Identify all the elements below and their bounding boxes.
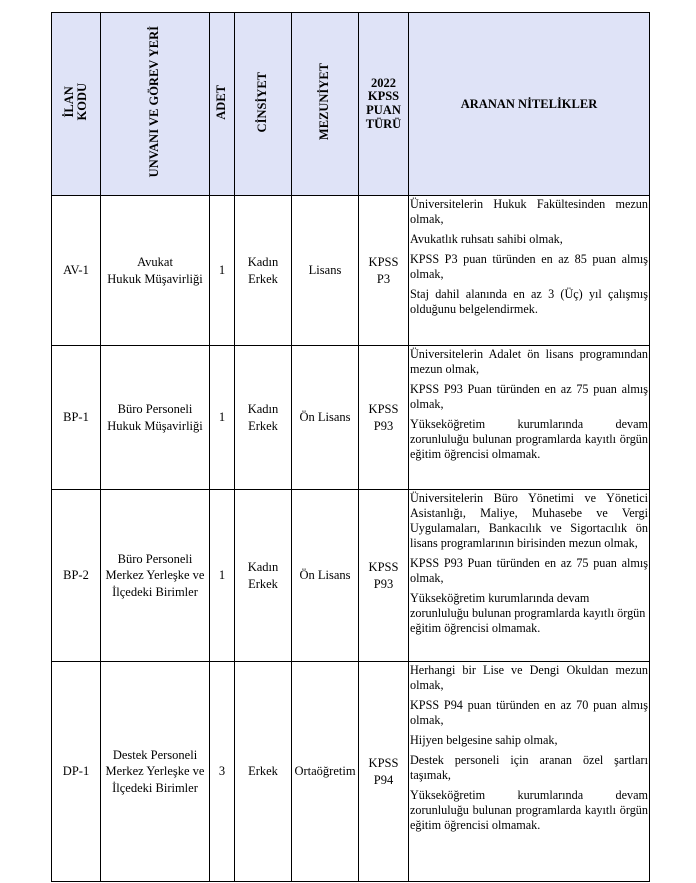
row-unvan-title: Avukat	[137, 255, 173, 270]
header-mezuniyet-label: MEZUNİYET	[317, 63, 332, 141]
row-puan-1: KPSS	[368, 402, 399, 417]
row-kod: AV-1	[52, 196, 101, 346]
row-puan	[359, 346, 409, 490]
requirement: Avukatlık ruhsatı sahibi olmak,	[410, 232, 563, 246]
row-cinsiyet-2: Erkek	[248, 271, 278, 286]
row-unvan-place: Merkez Yerleşke ve İlçedeki Birimler	[105, 568, 205, 599]
row-mezuniyet: Ön Lisans	[292, 346, 359, 490]
header-ilan-kodu	[52, 13, 101, 196]
row-mezuniyet: Ortaöğretim	[292, 662, 359, 882]
row-unvan-place: Hukuk Müşavirliği	[107, 418, 203, 433]
row-puan-1: KPSS	[368, 560, 399, 575]
row-cinsiyet-2: Erkek	[248, 576, 278, 591]
row-puan-1: KPSS	[368, 255, 399, 270]
row-puan-1: KPSS	[368, 756, 399, 771]
requirement: KPSS P93 Puan türünden en az 75 puan almış olmak,	[410, 382, 648, 411]
row-cinsiyet	[235, 662, 292, 882]
header-unvan-label: UNVANI VE GÖREV YERİ	[147, 26, 162, 178]
row-puan	[359, 662, 409, 882]
row-unvan	[101, 346, 210, 490]
row-cinsiyet-2: Erkek	[248, 418, 278, 433]
requirement: Destek personeli için aranan özel şartları taşımak,	[410, 753, 648, 782]
row-kod: DP-1	[52, 662, 101, 882]
requirement: Üniversitelerin Adalet ön lisans programından mezun olmak,	[410, 347, 648, 376]
requirement: Yükseköğretim kurumlarında devam zorunluluğu bulunan programlarda kayıtlı örgün eğitim öğrencisi olmamak.	[410, 591, 646, 635]
row-unvan-place: Hukuk Müşavirliği	[107, 271, 203, 286]
row-adet: 1	[210, 346, 235, 490]
row-mezuniyet: Ön Lisans	[292, 490, 359, 662]
header-row	[52, 13, 650, 196]
header-cinsiyet-label: CİNSİYET	[255, 71, 270, 133]
row-kod: BP-1	[52, 346, 101, 490]
requirement: KPSS P3 puan türünden en az 85 puan almış olmak,	[410, 252, 648, 281]
requirement: KPSS P94 puan türünden en az 70 puan almış olmak,	[410, 698, 648, 727]
row-puan-2: P94	[373, 772, 394, 787]
requirement: KPSS P93 Puan türünden en az 75 puan almış olmak,	[410, 556, 648, 585]
row-unvan-title: Büro Personeli	[117, 552, 193, 567]
row-unvan-title: Büro Personeli	[117, 402, 193, 417]
row-nitelikler	[409, 346, 650, 490]
row-cinsiyet	[235, 196, 292, 346]
header-adet-label: ADET	[214, 84, 229, 120]
requirement: Üniversitelerin Büro Yönetimi ve Yönetici Asistanlığı, Maliye, Muhasebe ve Vergi Uygulamaları, Bankacılık ve Sigortacılık ön lisans programlarının birisinden mezun olmak,	[410, 491, 648, 550]
row-cinsiyet-1: Erkek	[248, 764, 278, 779]
row-mezuniyet: Lisans	[292, 196, 359, 346]
header-unvan	[101, 13, 210, 196]
row-adet: 1	[210, 196, 235, 346]
row-nitelikler	[409, 662, 650, 882]
header-puan-line3: PUAN	[366, 103, 401, 117]
row-cinsiyet-1: Kadın	[247, 560, 279, 575]
job-listing-table	[51, 12, 650, 882]
table-row	[52, 662, 650, 882]
header-ilan-kodu-line2: KODU	[75, 83, 89, 121]
row-unvan	[101, 490, 210, 662]
row-puan-2: P93	[373, 576, 394, 591]
header-adet	[210, 13, 235, 196]
header-puan-line1: 2022	[371, 75, 396, 90]
requirement: Staj dahil alanında en az 3 (Üç) yıl çalışmış olduğunu belgelendirmek.	[410, 287, 648, 316]
header-puan-line2: KPSS	[367, 89, 400, 104]
table-row	[52, 196, 650, 346]
row-unvan	[101, 662, 210, 882]
row-adet: 1	[210, 490, 235, 662]
header-puan-line4: TÜRÜ	[365, 116, 402, 131]
requirement: Herhangi bir Lise ve Dengi Okuldan mezun olmak,	[410, 663, 648, 692]
row-puan	[359, 490, 409, 662]
row-puan-2: P93	[373, 418, 394, 433]
row-kod: BP-2	[52, 490, 101, 662]
requirement: Hijyen belgesine sahip olmak,	[410, 733, 558, 747]
table-row	[52, 490, 650, 662]
header-nitelikler: ARANAN NİTELİKLER	[409, 13, 650, 196]
table-row	[52, 346, 650, 490]
row-cinsiyet	[235, 346, 292, 490]
header-cinsiyet	[235, 13, 292, 196]
row-adet: 3	[210, 662, 235, 882]
row-nitelikler	[409, 490, 650, 662]
row-puan-2: P3	[376, 271, 391, 286]
row-puan	[359, 196, 409, 346]
header-puan	[359, 13, 409, 196]
requirement: Yükseköğretim kurumlarında devam zorunluluğu bulunan programlarda kayıtlı örgün eğitim öğrencisi olmamak.	[410, 788, 648, 832]
requirement: Üniversitelerin Hukuk Fakültesinden mezun olmak,	[410, 197, 648, 226]
row-unvan	[101, 196, 210, 346]
row-unvan-title: Destek Personeli	[112, 748, 198, 763]
row-cinsiyet	[235, 490, 292, 662]
requirement: Yükseköğretim kurumlarında devam zorunluluğu bulunan programlarda kayıtlı örgün eğitim öğrencisi olmamak.	[410, 417, 648, 461]
row-unvan-place: Merkez Yerleşke ve İlçedeki Birimler	[105, 764, 205, 795]
row-cinsiyet-1: Kadın	[247, 255, 279, 270]
row-cinsiyet-1: Kadın	[247, 402, 279, 417]
header-mezuniyet	[292, 13, 359, 196]
header-ilan-kodu-line1: İLAN	[61, 86, 76, 118]
row-nitelikler	[409, 196, 650, 346]
